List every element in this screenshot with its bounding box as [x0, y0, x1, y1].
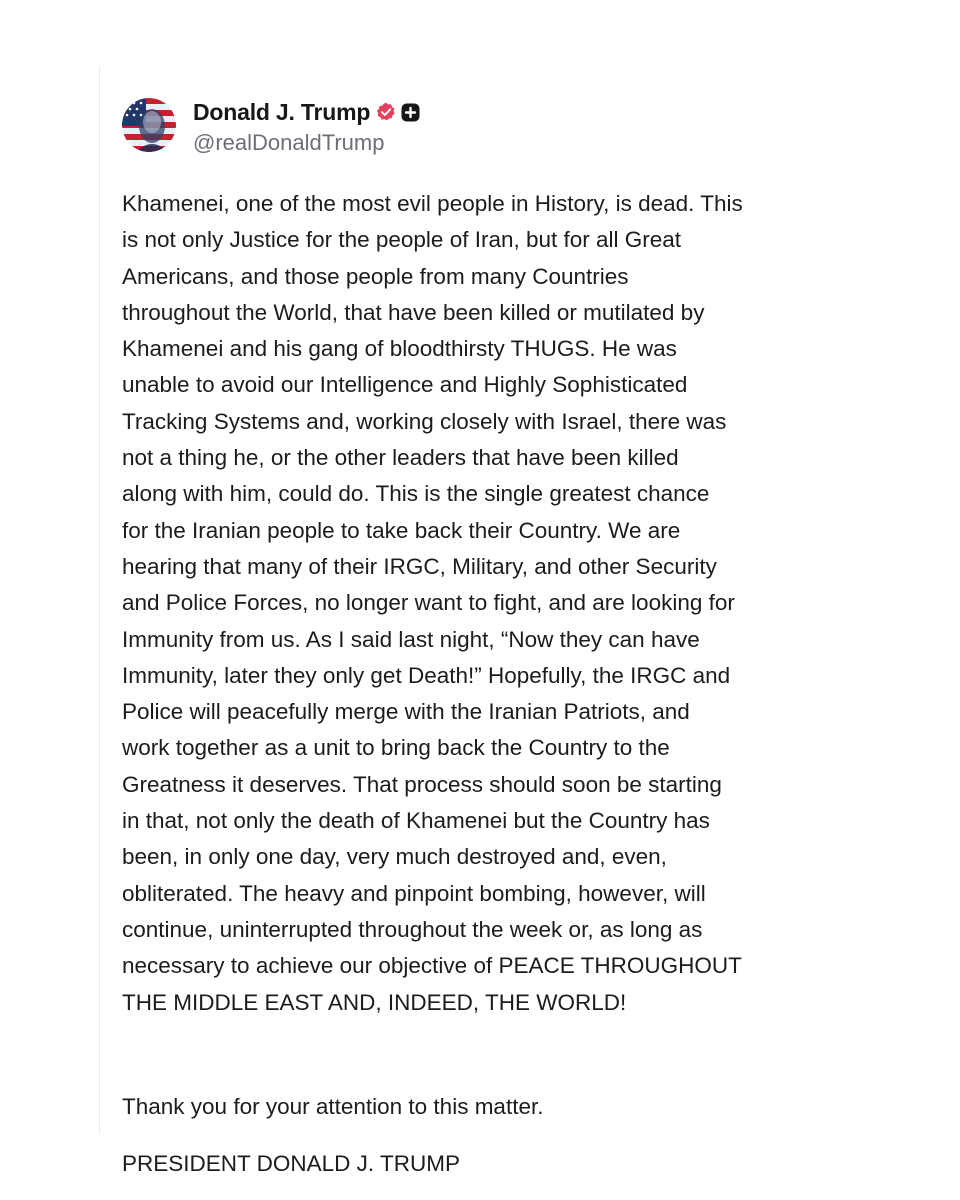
- post-closing: Thank you for your attention to this matter.: [122, 1094, 544, 1119]
- author-block: [193, 97, 420, 156]
- flag-portrait-avatar-icon: [122, 98, 176, 152]
- post-card: [99, 66, 960, 1176]
- name-row: [193, 97, 420, 127]
- post-paragraph: Khamenei, one of the most evil people in History, is dead. This is not only Justice for the people of Iran, but for all Great Americans, and those people from many Countries throughout the World, that have been killed or mutilated by Khamenei and his gang of bloodthirsty THUGS. He was unable to avoid our Intelligence and Highly Sophisticated Tracking Systems and, working closely with Israel, there was not a thing he, or the other leaders that have been killed along with him, could do. This is the single greatest chance for the Iranian people to take back their Country. We are hearing that many of their IRGC, Military, and other Security and Police Forces, no longer want to fight, and are looking for Immunity from us. As I said last night, “Now they can have Immunity, later they only get Death!” Hopefully, the IRGC and Police will peacefully merge with the Iranian Patriots, and work together as a unit to bring back the Country to the Greatness it deserves. That process should soon be starting in that, not only the death of Khamenei but the Country has been, in only one day, very much destroyed and, even, obliterated. The heavy and pinpoint bombing, however, will continue, uninterrupted throughout the week or, as long as necessary to achieve our objective of PEACE THROUGHOUT THE MIDDLE EAST AND, INDEED, THE WORLD!: [122, 191, 743, 1015]
- post-body: [122, 186, 852, 1021]
- verified-badge-icon: [376, 102, 396, 122]
- post-header: [100, 66, 960, 176]
- plus-square-icon[interactable]: [401, 103, 420, 122]
- user-handle[interactable]: @realDonaldTrump: [193, 130, 385, 155]
- avatar[interactable]: [122, 98, 176, 152]
- post-signature: PRESIDENT DONALD J. TRUMP: [122, 1151, 460, 1176]
- display-name[interactable]: Donald J. Trump: [193, 98, 371, 125]
